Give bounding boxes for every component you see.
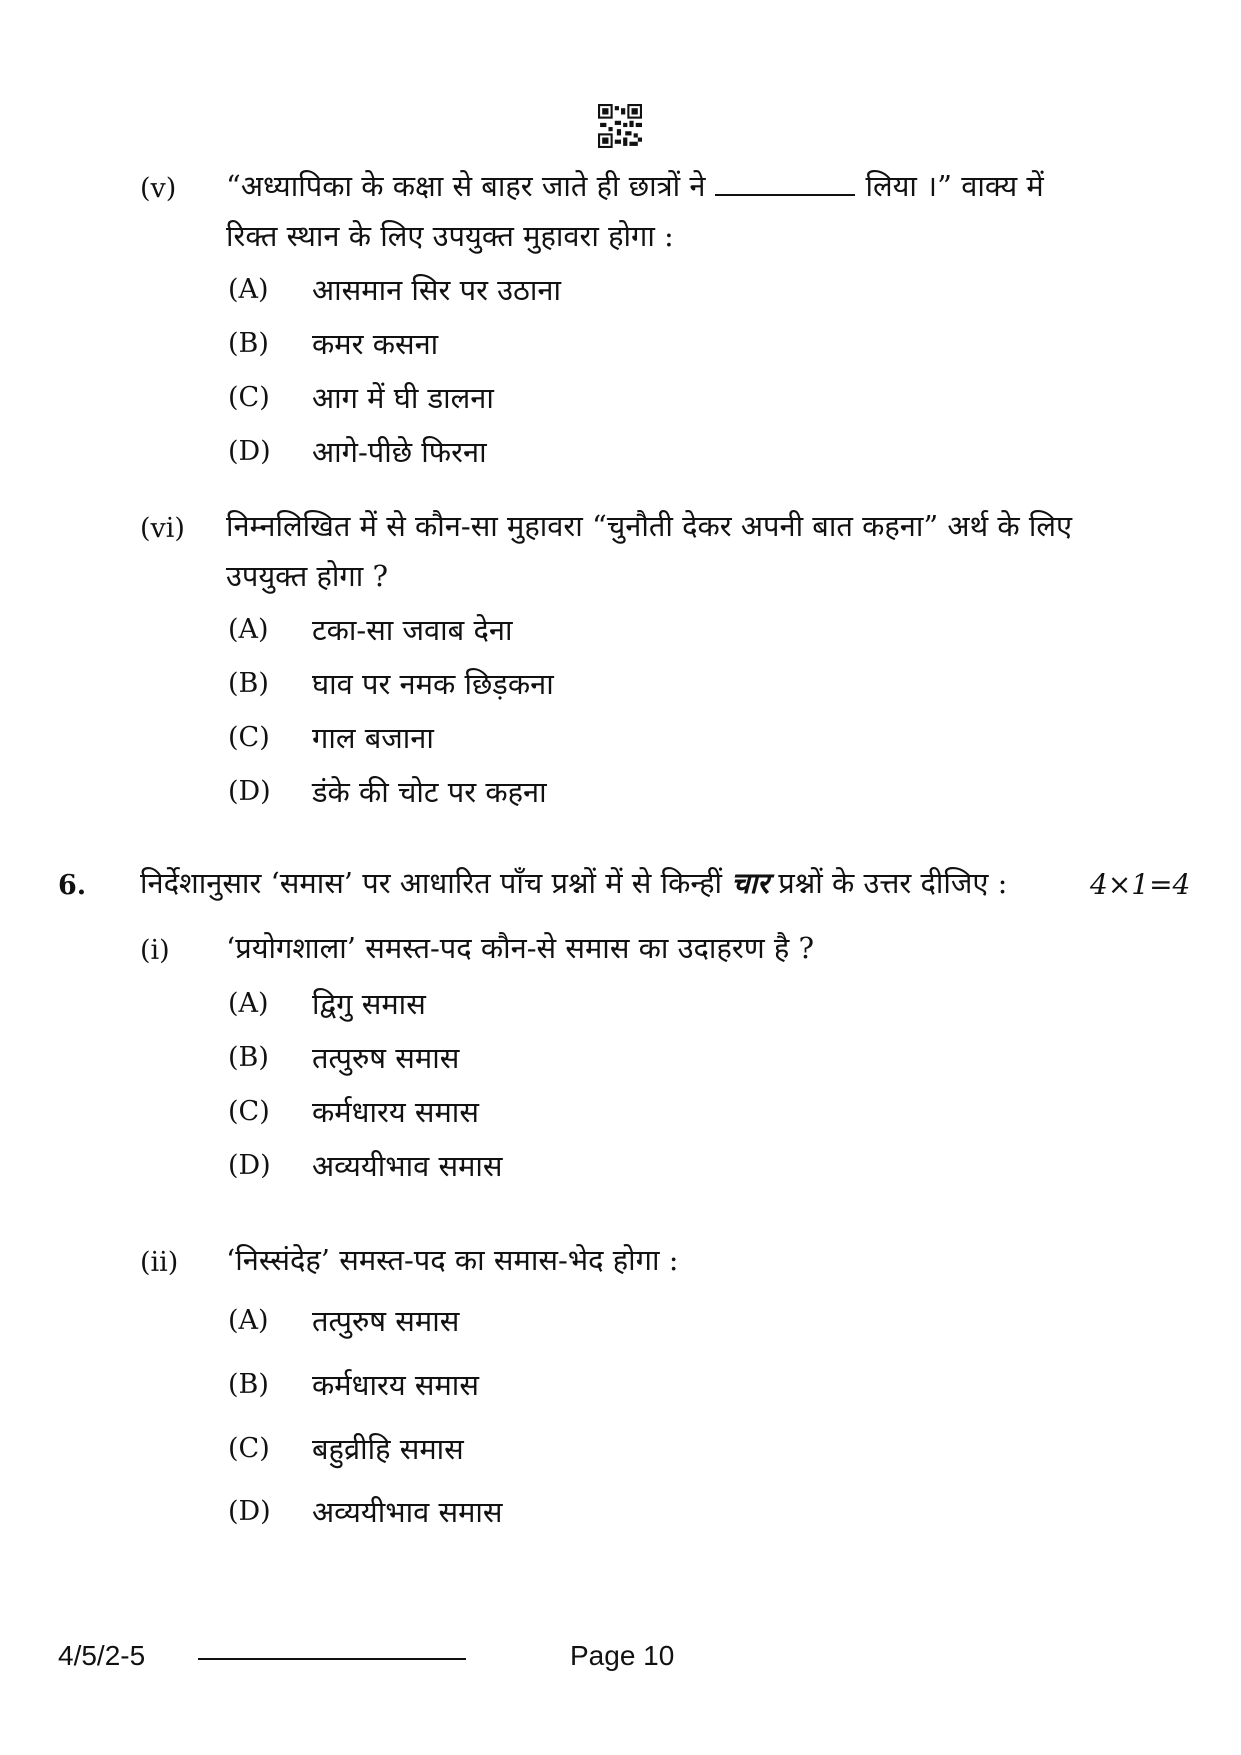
option-text: गाल बजाना: [312, 721, 434, 755]
option-text: डंके की चोट पर कहना: [312, 775, 547, 809]
question-vi-label: (vi): [140, 513, 185, 544]
question-v-text-pre: “अध्यापिका के कक्षा से बाहर जाते ही छात्रों ने: [226, 169, 706, 203]
option-letter: (D): [228, 1496, 271, 1527]
option-letter: (A): [228, 988, 269, 1019]
question-6i-label: (i): [140, 935, 170, 966]
option-letter: (B): [228, 328, 269, 359]
option-text: द्विगु समास: [312, 987, 426, 1021]
question-v-label: (v): [140, 173, 177, 204]
question-6-instruction: [140, 857, 1007, 909]
option-letter: (D): [228, 1150, 271, 1181]
fill-in-blank: [715, 170, 855, 196]
footer-divider: [198, 1658, 466, 1660]
question-6i-text: ‘प्रयोगशाला’ समस्त-पद कौन-से समास का उदाहरण है ?: [226, 931, 815, 965]
option-text: आगे-पीछे फिरना: [312, 435, 487, 469]
option-letter: (A): [228, 1305, 269, 1336]
instruction-emphasis: चार: [731, 866, 770, 900]
option-text: तत्पुरुष समास: [312, 1304, 460, 1338]
option-text: कमर कसना: [312, 327, 439, 361]
question-v-line2: रिक्त स्थान के लिए उपयुक्त मुहावरा होगा :: [226, 219, 674, 253]
paper-code: 4/5/2-5: [58, 1640, 146, 1671]
option-text: घाव पर नमक छिड़कना: [312, 667, 554, 701]
option-letter: (B): [228, 1369, 269, 1400]
option-letter: (B): [228, 668, 269, 699]
option-text: आग में घी डालना: [312, 381, 494, 415]
marks-allocation: 4×1=4: [1090, 868, 1191, 901]
option-letter: (D): [228, 776, 271, 807]
option-letter: (D): [228, 436, 271, 467]
option-text: तत्पुरुष समास: [312, 1041, 460, 1075]
qr-code-icon: [598, 104, 642, 148]
question-6ii-text: ‘निस्संदेह’ समस्त-पद का समास-भेद होगा :: [226, 1243, 679, 1277]
question-6-number: 6.: [58, 870, 87, 901]
question-vi-line2: उपयुक्त होगा ?: [226, 559, 388, 593]
option-letter: (C): [228, 1096, 270, 1127]
instruction-text-post: प्रश्नों के उत्तर दीजिए :: [778, 866, 1008, 900]
option-text: अव्ययीभाव समास: [312, 1149, 503, 1183]
option-letter: (C): [228, 382, 270, 413]
option-text: कर्मधारय समास: [312, 1368, 479, 1402]
option-text: टका-सा जवाब देना: [312, 613, 513, 647]
option-text: कर्मधारय समास: [312, 1095, 479, 1129]
question-vi-line1: निम्नलिखित में से कौन-सा मुहावरा “चुनौती देकर अपनी बात कहना” अर्थ के लिए: [226, 509, 1073, 543]
option-letter: (A): [228, 274, 269, 305]
option-letter: (B): [228, 1042, 269, 1073]
option-letter: (C): [228, 1433, 270, 1464]
option-text: अव्ययीभाव समास: [312, 1495, 503, 1529]
question-6ii-label: (ii): [140, 1247, 179, 1278]
question-v-line1: [226, 160, 1044, 212]
question-v-text-post: लिया ।” वाक्य में: [865, 169, 1044, 203]
instruction-text-pre: निर्देशानुसार ‘समास’ पर आधारित पाँच प्रश्नों में से किन्हीं: [140, 866, 722, 900]
option-text: बहुव्रीहि समास: [312, 1432, 464, 1466]
option-letter: (C): [228, 722, 270, 753]
option-letter: (A): [228, 614, 269, 645]
option-text: आसमान सिर पर उठाना: [312, 273, 562, 307]
page-number: Page 10: [570, 1640, 675, 1671]
